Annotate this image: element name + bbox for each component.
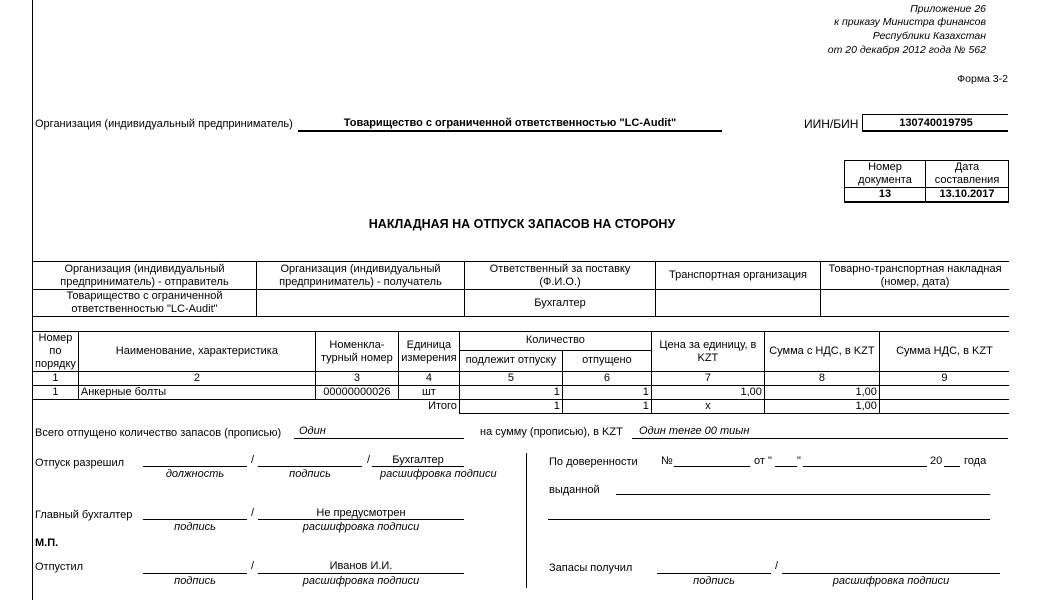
caption-position: должность [165,468,225,480]
issued-line-2 [548,519,990,520]
col-qty-header: Количество [459,332,651,351]
row-unit: шт [398,386,459,400]
proxy-day-line [775,466,797,467]
iin-label: ИИН/БИН [804,117,859,131]
iin-underline [862,130,1008,132]
transport-header: Транспортная организация [656,262,821,290]
proxy-year: 20 [930,455,943,467]
caption-decode: расшифровка подписи [302,575,420,587]
col-number: 9 [879,372,1009,386]
col-number: 6 [562,372,651,386]
doc-date-value: 13.10.2017 [926,188,1009,203]
release-decode-line [372,466,464,467]
col-num-header: Номер по порядку [33,332,78,372]
receiver-value [257,290,465,317]
caption-decode: расшифровка подписи [302,521,420,533]
chief-decode-line [258,519,464,520]
responsible-header: Ответственный за поставку (Ф.И.О.) [465,262,656,290]
row-price: 1,00 [651,386,764,400]
release-position-line [143,466,247,467]
col-number: 7 [651,372,764,386]
appendix-line-2: к приказу Министра финансов [834,16,986,28]
released-decode-line [258,573,464,574]
col-qty-rel-header: отпущено [562,350,651,371]
col-unit-header: Единица измерения [398,332,459,372]
slash: / [367,454,371,466]
proxy-label: По доверенности [549,456,638,468]
released-label: Отпустил [35,561,84,573]
total-qty-value: Один [299,425,326,437]
issued-label: выданной [549,484,600,496]
col-nom-header: Номенкла- турный номер [315,332,398,372]
col-qty-to-header: подлежит отпуску [459,350,562,371]
org-underline [298,130,722,132]
caption-decode: расшифровка подписи [832,575,950,587]
slash: / [251,507,255,519]
col-number: 2 [78,372,315,386]
caption-sign: подпись [174,575,216,587]
row-qty-to: 1 [459,386,562,400]
iin-top-line [862,114,1008,115]
total-sum-label: на сумму (прописью), в KZT [480,426,623,438]
released-name: Иванов И.И. [329,560,393,572]
footer-divider [526,453,527,588]
total-empty [78,400,315,414]
sender-header: Организация (индивидуальный предприниматель) - отправитель [33,262,257,290]
caption-sign: подпись [289,468,331,480]
total-qty-to: 1 [459,400,562,414]
chief-label: Главный бухгалтер [35,509,133,521]
appendix-line-4: от 20 декабря 2012 года № 562 [827,44,986,56]
items-table [33,331,1009,414]
responsible-value: Бухгалтер [465,290,656,317]
document-title: НАКЛАДНАЯ НА ОТПУСК ЗАПАСОВ НА СТОРОНУ [368,217,676,231]
column-number-row [33,372,1009,386]
col-name-header: Наименование, характеристика [78,332,315,372]
release-label: Отпуск разрешил [35,457,125,469]
chief-sign-line [143,519,247,520]
waybill-header: Товарно-транспортная накладная (номер, дата) [821,262,1010,290]
sender-value: Товарищество с ограниченной ответственностью "LC-Audit" [33,290,257,317]
transport-value [656,290,821,317]
form-number: Форма 3-2 [957,73,1008,85]
total-qty-label: Всего отпущено количество запасов (прописью) [35,427,282,439]
col-number: 1 [33,372,78,386]
col-number: 5 [459,372,562,386]
stamp-place-label: М.П. [35,537,59,549]
col-vat-header: Сумма НДС, в KZT [879,332,1009,372]
row-vat [879,386,1009,400]
total-empty [33,400,78,414]
total-empty [315,400,398,414]
received-decode-line [782,573,1000,574]
document-info-box [844,160,1009,203]
waybill-value [821,290,1010,317]
total-vat [879,400,1009,414]
received-label: Запасы получил [549,562,633,574]
total-sum-underline [632,438,1008,439]
receiver-header: Организация (индивидуальный предприниматель) - получатель [257,262,465,290]
proxy-year-suffix: года [964,455,987,467]
col-number: 4 [398,372,459,386]
doc-date-header: Дата составления [926,161,1009,188]
caption-decode: расшифровка подписи [380,468,497,480]
received-sign-line [657,573,771,574]
org-label: Организация (индивидуальный предприниматель) [35,118,293,130]
caption-sign: подпись [174,521,216,533]
issued-line [616,494,990,495]
col-number: 3 [315,372,398,386]
proxy-number-line [674,466,750,467]
total-qty-rel: 1 [562,400,651,414]
total-sum: 1,00 [764,400,879,414]
total-row [33,400,1009,414]
total-label: Итого [398,400,459,414]
row-num: 1 [33,386,78,400]
proxy-month-line [803,466,927,467]
appendix-line-1: Приложение 26 [910,3,986,15]
proxy-year-line [944,466,960,467]
total-sum-value: Один тенге 00 тиын [639,425,750,437]
table-row [33,386,1009,400]
col-price-header: Цена за единицу, в KZT [651,332,764,372]
caption-sign: подпись [693,575,735,587]
release-position-value: Бухгалтер [392,454,444,466]
chief-name: Не предусмотрен [316,507,406,519]
slash: / [251,454,255,466]
appendix-line-3: Республики Казахстан [872,30,986,42]
row-nom: 00000000026 [315,386,398,400]
parties-table [33,261,1009,317]
row-sum: 1,00 [764,386,879,400]
row-qty-rel: 1 [562,386,651,400]
proxy-from: от " [754,455,772,467]
org-name: Товарищество с ограниченной ответственностью "LC-Audit" [343,117,677,129]
doc-number-value: 13 [845,188,926,203]
released-sign-line [143,573,247,574]
total-qty-underline [294,438,464,439]
iin-value: 130740019795 [899,117,973,129]
slash: / [251,560,255,572]
row-name: Анкерные болты [78,386,315,400]
col-number: 8 [764,372,879,386]
proxy-quote: " [797,455,801,467]
doc-number-header: Номер документа [845,161,926,188]
slash: / [775,560,779,572]
total-price: х [651,400,764,414]
release-sign-line [258,466,362,467]
col-sum-header: Сумма с НДС, в KZT [764,332,879,372]
iin-left-border [862,115,863,131]
proxy-number-sign: № [661,455,673,467]
